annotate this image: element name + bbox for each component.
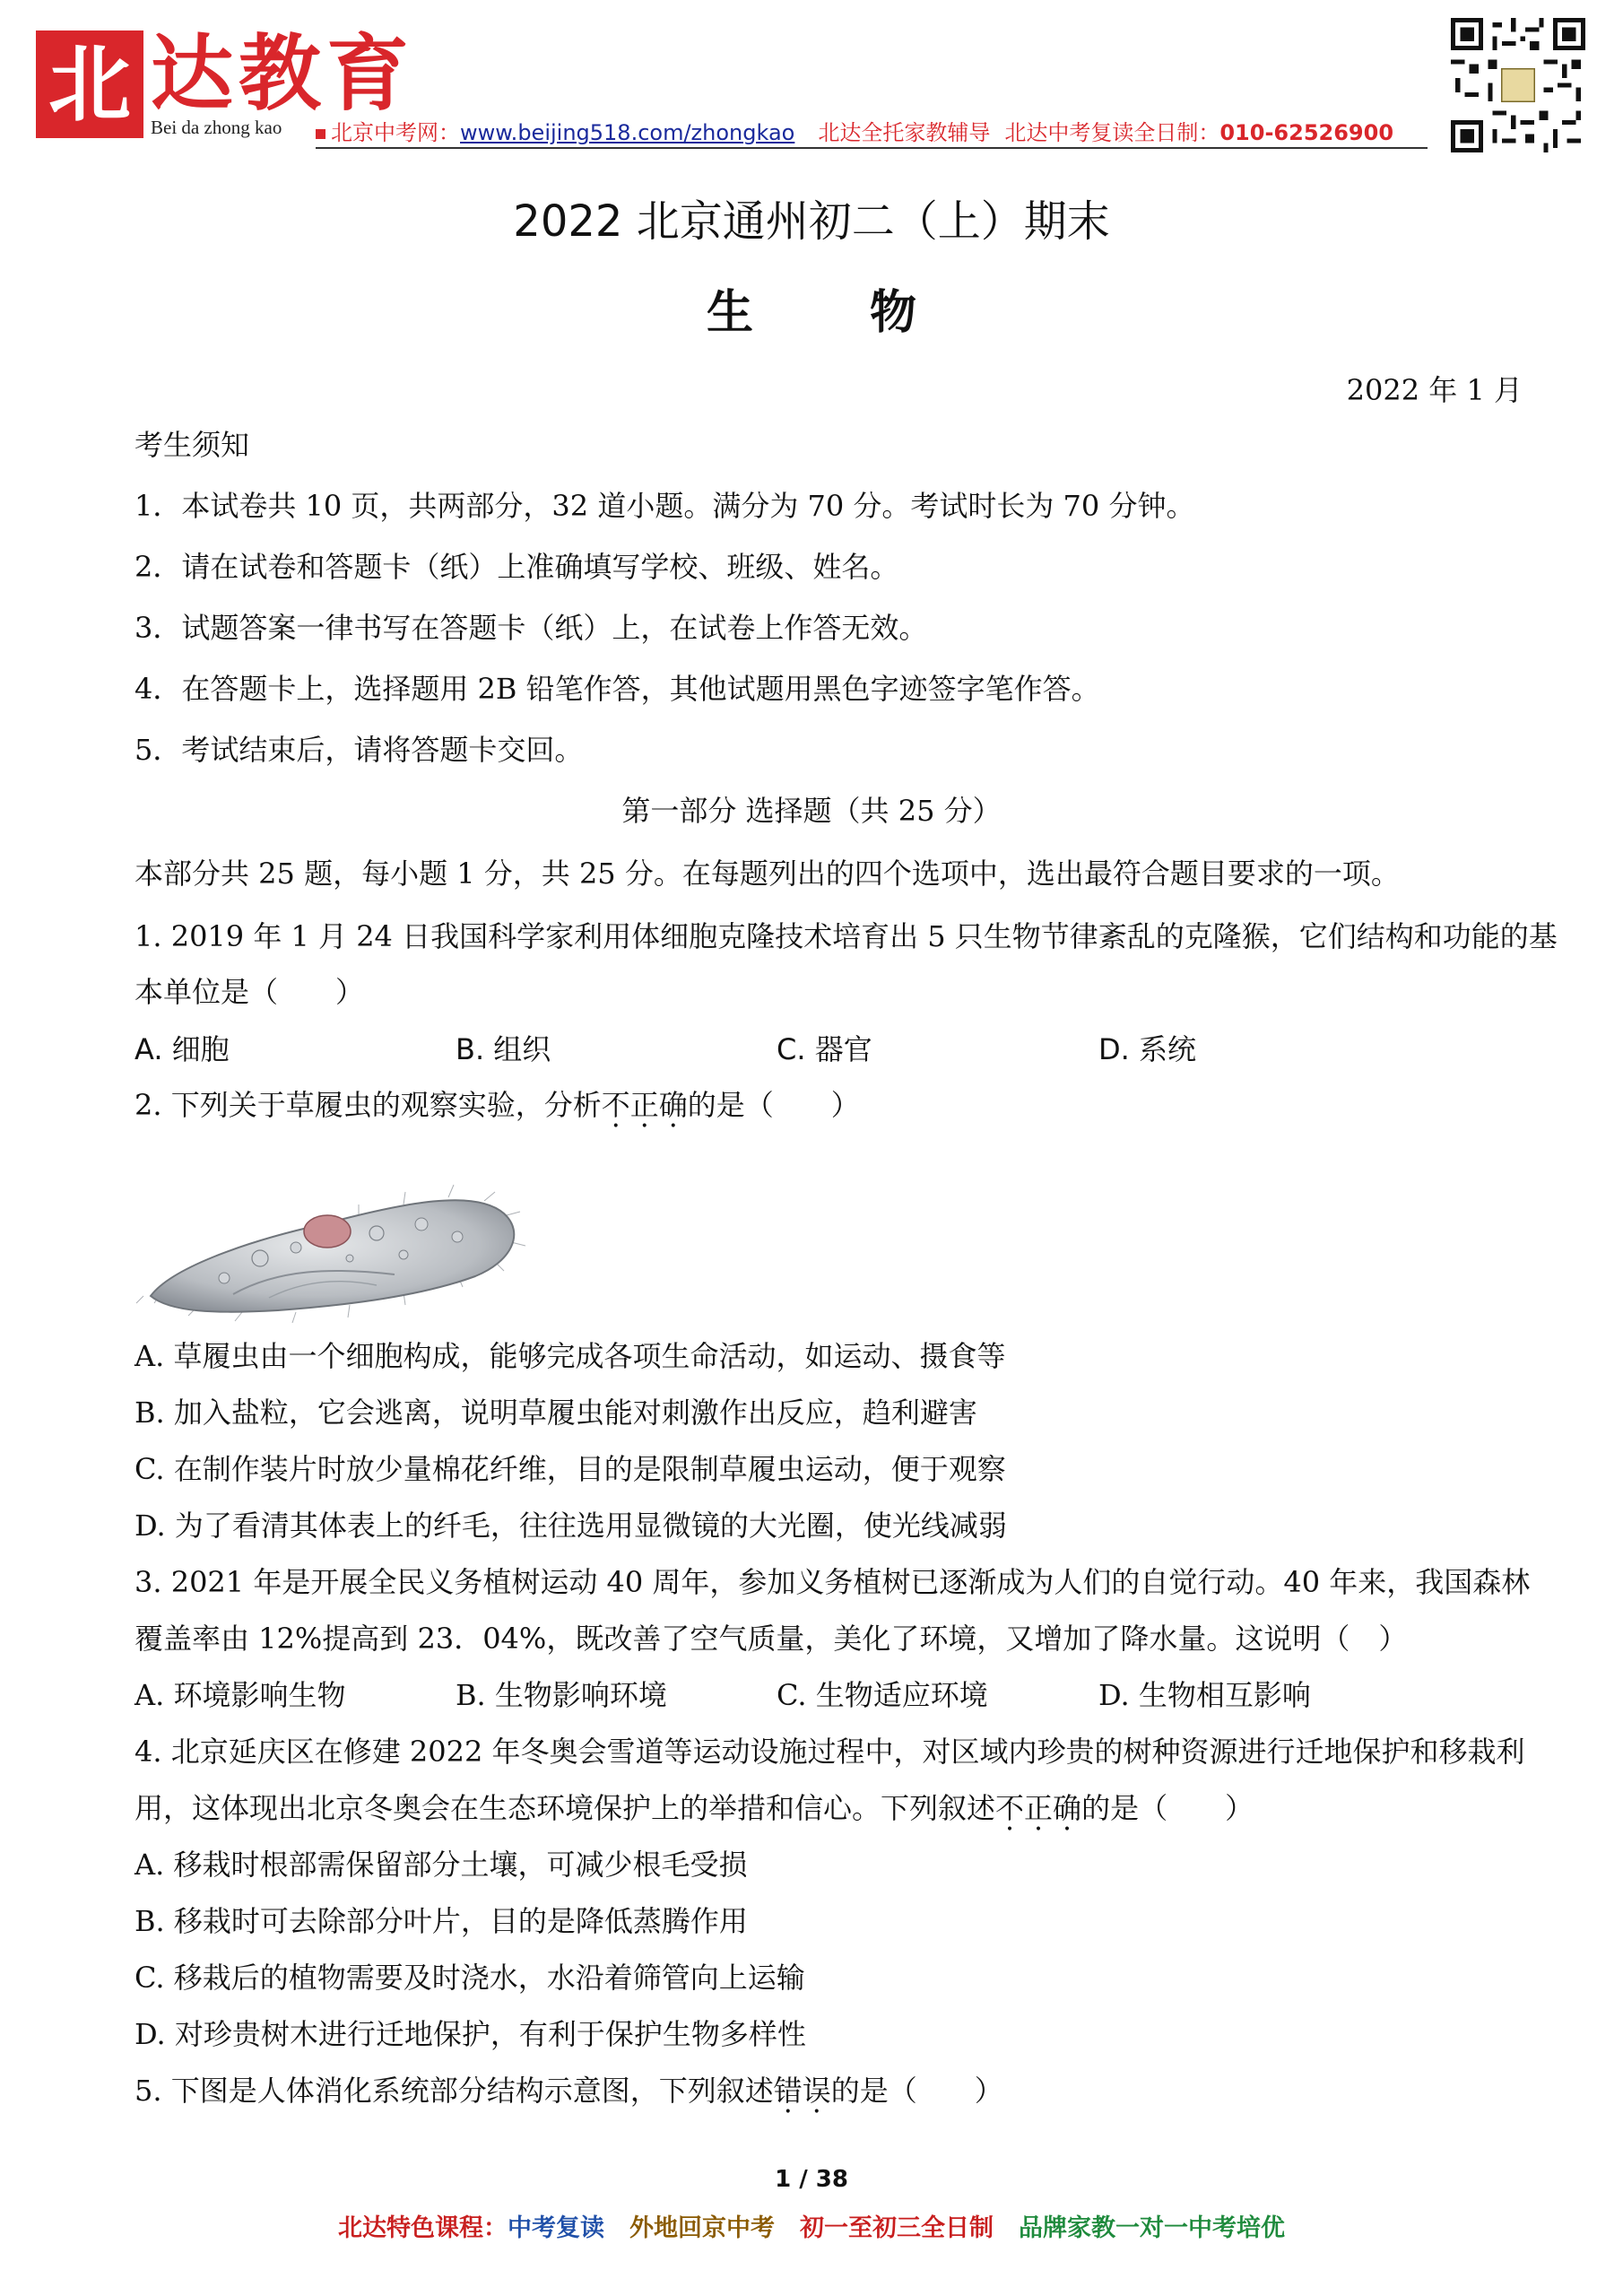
emphasis-char: 错 — [773, 2074, 803, 2108]
emphasis-char: 正 — [629, 1088, 659, 1122]
option: C. 器官 — [777, 1032, 872, 1066]
option: B. 加入盐粒，它会逃离，说明草履虫能对刺激作出反应，趋利避害 — [135, 1396, 977, 1430]
option: A. 草履虫由一个细胞构成，能够完成各项生命活动，如运动、摄食等 — [135, 1339, 1006, 1373]
logo-pinyin: Bei da zhong kao — [151, 117, 282, 138]
footer-item[interactable]: 中考复读 — [508, 2214, 604, 2242]
emphasis-char: 不 — [601, 1088, 630, 1122]
footer-item[interactable]: 品牌家教一对一中考培优 — [1019, 2214, 1285, 2242]
option: C. 移栽后的植物需要及时浇水，水沿着筛管向上运输 — [135, 1961, 805, 1995]
option: D. 对珍贵树木进行迁地保护，有利于保护生物多样性 — [135, 2017, 806, 2051]
subject-title: 生 物 — [706, 285, 917, 340]
footer-label: 北达特色课程： — [338, 2214, 508, 2242]
qr-code-icon — [1451, 18, 1585, 152]
link-label: 北京中考网： — [331, 120, 460, 145]
page-number: 1 / 38 — [775, 2166, 848, 2193]
footer-item[interactable]: 外地回京中考 — [629, 2214, 775, 2242]
bullet-square-icon — [316, 129, 325, 139]
header-links — [316, 115, 1393, 146]
emphasis-char: 确 — [658, 1088, 688, 1122]
notice-item: 5．考试结束后，请将答题卡交回。 — [135, 733, 584, 767]
emphasis-char: 确 — [1053, 1791, 1082, 1825]
option: C. 在制作装片时放少量棉花纤维，目的是限制草履虫运动，便于观察 — [135, 1452, 1006, 1486]
option: B. 组织 — [456, 1032, 551, 1066]
option: A. 移栽时根部需保留部分土壤，可减少根毛受损 — [135, 1848, 748, 1882]
header-divider — [316, 147, 1428, 149]
paramecium-image — [135, 1161, 529, 1323]
question-1: 1. 2019 年 1 月 24 日我国科学家利用体细胞克隆技术培育出 5 只生物节律紊乱的克隆猴，它们结构和功能的基 — [135, 919, 1558, 953]
option: A. 环境影响生物 — [135, 1678, 346, 1712]
question-3-cont: 覆盖率由 12%提高到 23．04%，既改善了空气质量，美化了环境，又增加了降水量。这说明（ ） — [135, 1622, 1408, 1656]
option: D. 系统 — [1098, 1032, 1196, 1066]
repeat-text: 北达中考复读全日制： — [1004, 120, 1220, 145]
option: D. 生物相互影响 — [1098, 1678, 1311, 1712]
notice-item: 4．在答题卡上，选择题用 2B 铅笔作答，其他试题用黑色字迹签字笔作答。 — [135, 672, 1100, 706]
option: C. 生物适应环境 — [777, 1678, 988, 1712]
question-4: 4. 北京延庆区在修建 2022 年冬奥会雪道等运动设施过程中，对区域内珍贵的树种资源进行迁地保护和移栽利 — [135, 1735, 1525, 1769]
footer-ad — [0, 2208, 1623, 2243]
emphasis-char: 误 — [802, 2074, 831, 2108]
option: B. 移栽时可去除部分叶片，目的是降低蒸腾作用 — [135, 1904, 748, 1938]
tutor-text: 北达全托家教辅导 — [818, 120, 991, 145]
emphasis-char: 正 — [1024, 1791, 1054, 1825]
question-4-cont: 用，这体现出北京冬奥会在生态环境保护上的举措和信心。下列叙述不正确的是（ ） — [135, 1791, 1254, 1825]
option: D. 为了看清其体表上的纤毛，往往选用显微镜的大光圈，使光线减弱 — [135, 1509, 1007, 1543]
logo-char: 北 — [48, 36, 131, 133]
exam-title: 2022 北京通州初二（上）期末 — [513, 196, 1110, 247]
option: B. 生物影响环境 — [456, 1678, 667, 1712]
question-2: 2. 下列关于草履虫的观察实验，分析不正确的是（ ） — [135, 1088, 860, 1122]
notice-item: 1．本试卷共 10 页，共两部分，32 道小题。满分为 70 分。考试时长为 70 分钟。 — [135, 489, 1195, 523]
exam-date: 2022 年 1 月 — [1346, 373, 1523, 407]
notice-item: 3．试题答案一律书写在答题卡（纸）上，在试卷上作答无效。 — [135, 611, 928, 645]
logo-mark — [36, 30, 143, 138]
section-title: 第一部分 选择题（共 25 分） — [621, 794, 1002, 828]
section-instructions: 本部分共 25 题，每小题 1 分，共 25 分。在每题列出的四个选项中，选出最符合题目要求的一项。 — [135, 857, 1400, 891]
question-1-cont: 本单位是（ ） — [135, 975, 365, 1009]
notice-item: 2．请在试卷和答题卡（纸）上准确填写学校、班级、姓名。 — [135, 550, 899, 584]
website-link[interactable]: www.beijing518.com/zhongkao — [460, 120, 795, 145]
emphasis-char: 不 — [995, 1791, 1025, 1825]
footer-item[interactable]: 初一至初三全日制 — [800, 2214, 994, 2242]
question-3: 3. 2021 年是开展全民义务植树运动 40 周年，参加义务植树已逐渐成为人们的自觉行动。40 年来，我国森林 — [135, 1565, 1531, 1599]
logo-text: 达教育 — [151, 25, 415, 122]
question-5: 5. 下图是人体消化系统部分结构示意图，下列叙述错误的是（ ） — [135, 2074, 1003, 2108]
phone-number: 010-62526900 — [1219, 120, 1394, 145]
notice-heading: 考生须知 — [135, 428, 250, 462]
option: A. 细胞 — [135, 1032, 230, 1066]
